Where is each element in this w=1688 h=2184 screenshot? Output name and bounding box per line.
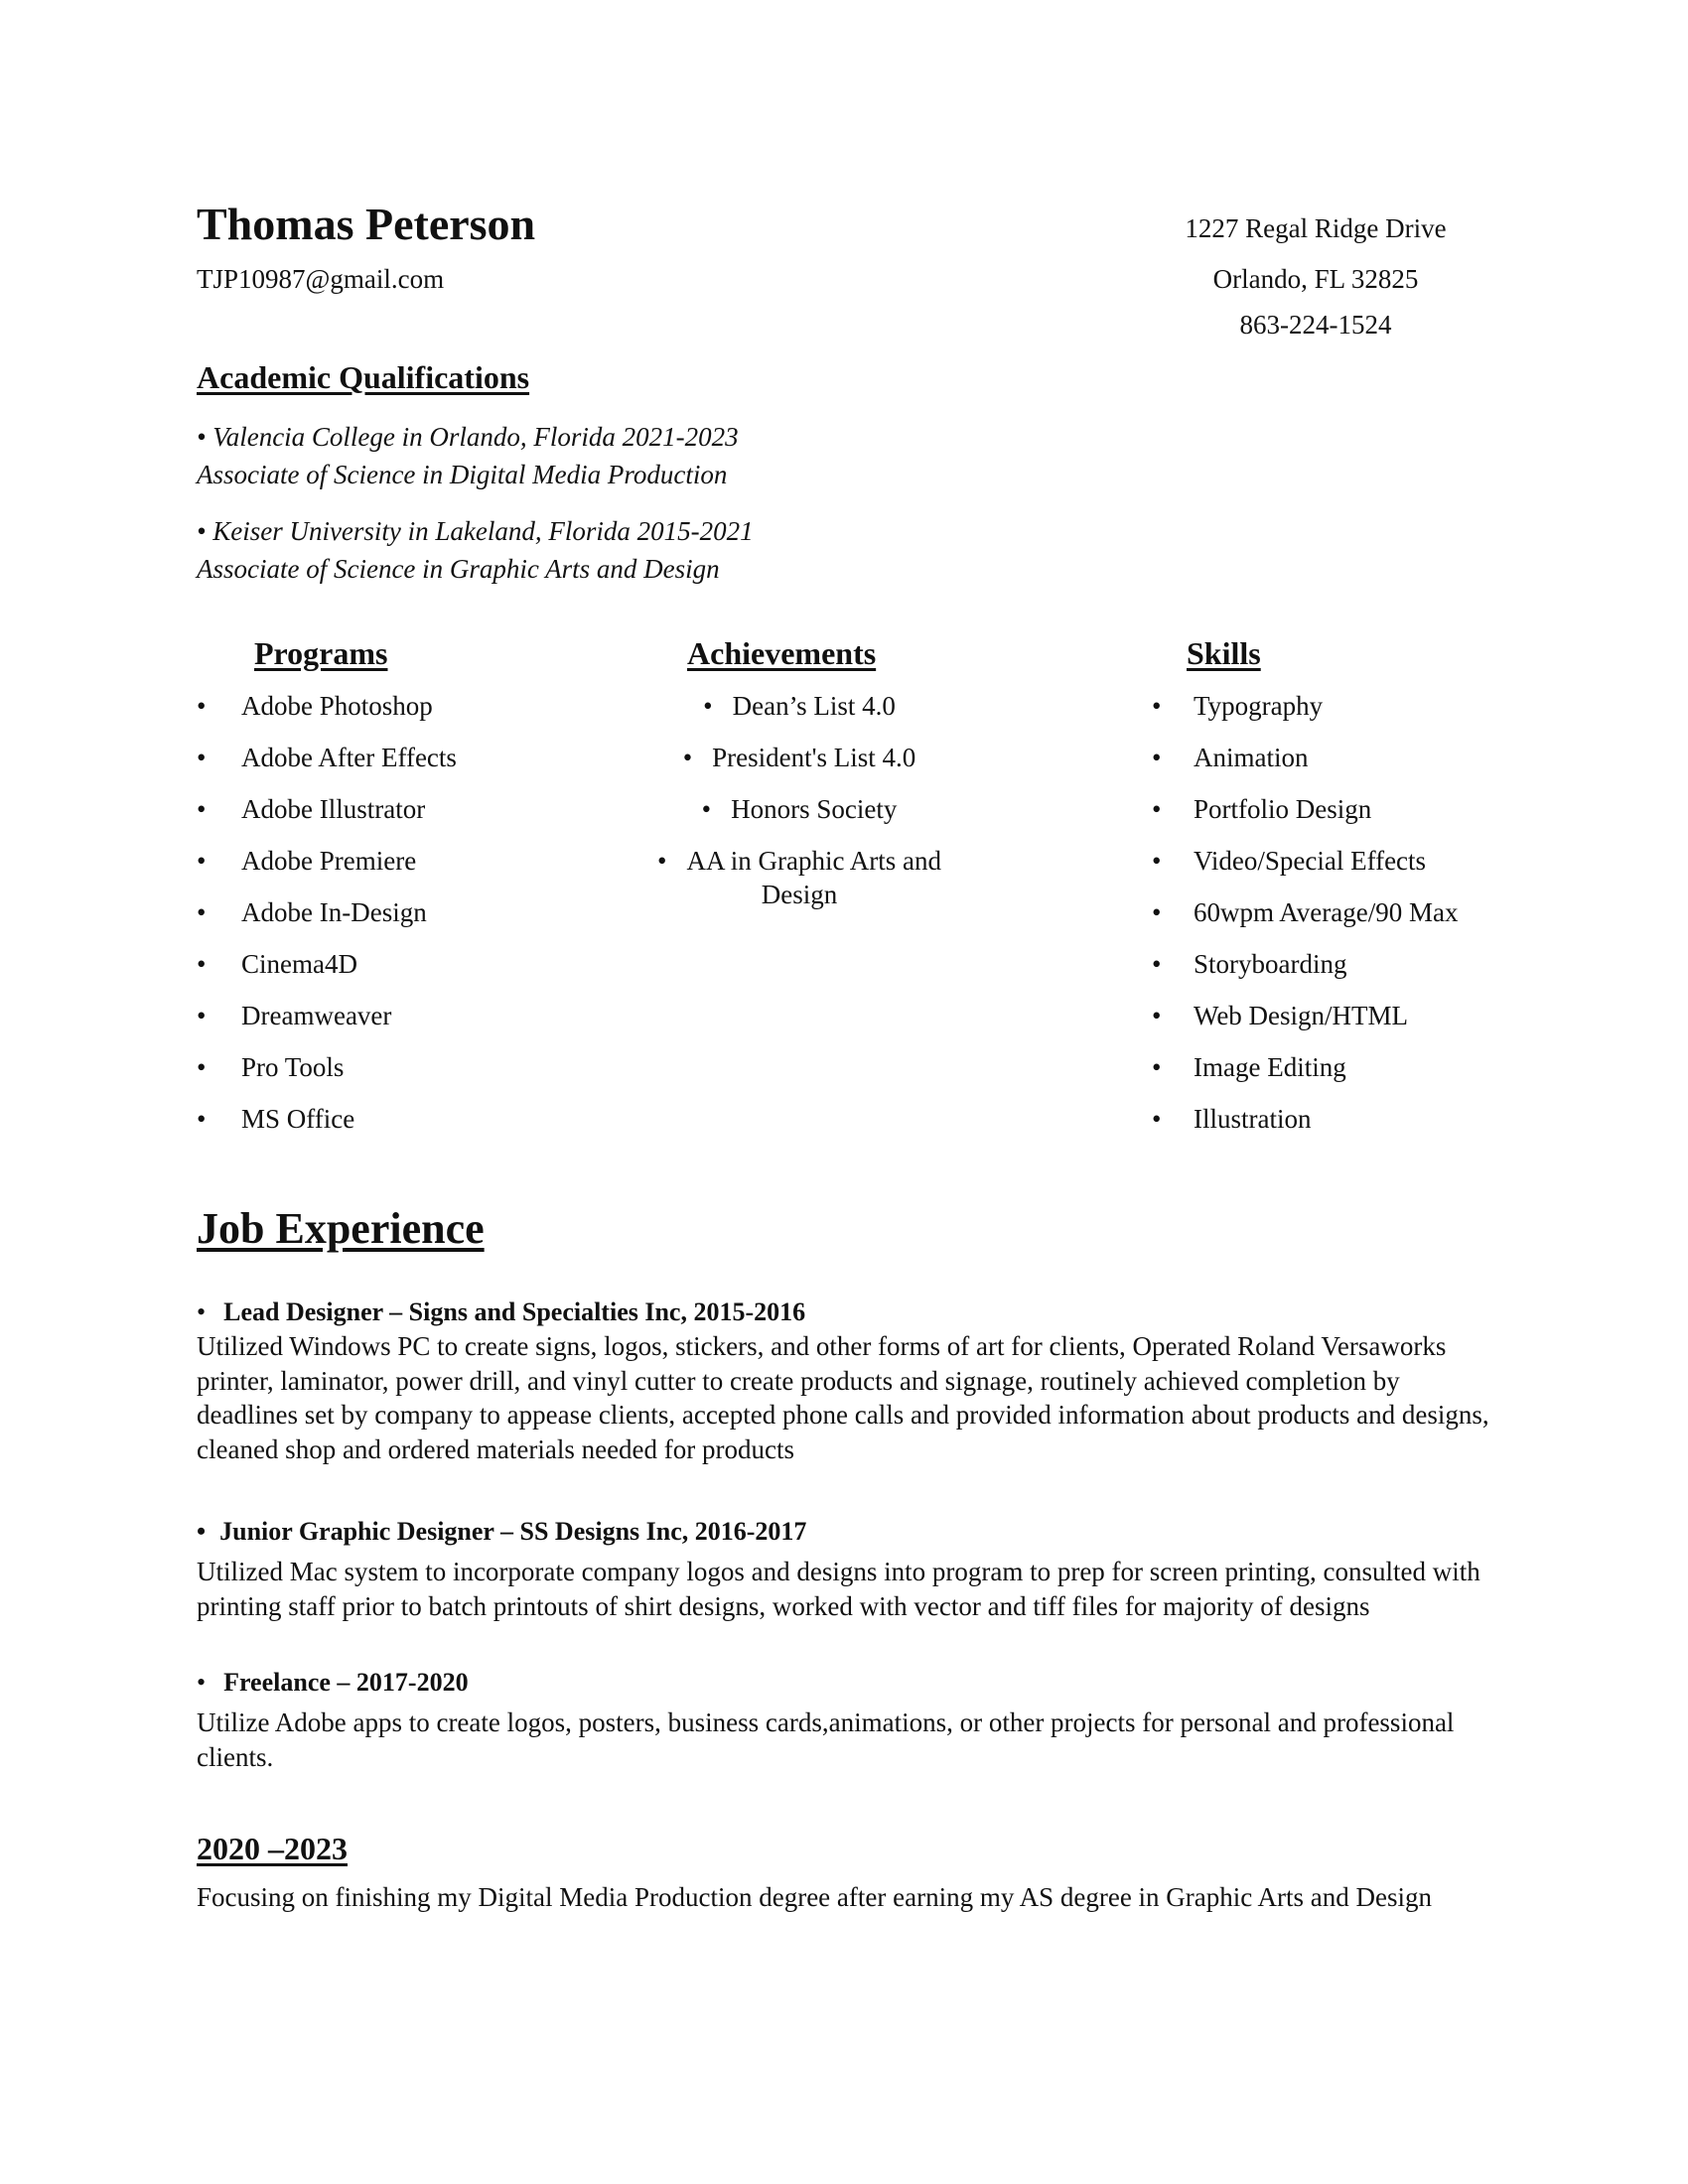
list-item: • Honors Society xyxy=(701,794,898,824)
phone-number: 863-224-1524 xyxy=(1239,310,1392,340)
bullet-icon: • xyxy=(197,1297,207,1326)
list-item: • Adobe In-Design xyxy=(197,897,427,927)
list-item: • Illustration xyxy=(1152,1104,1312,1134)
list-item: • Adobe Photoshop xyxy=(197,691,433,721)
bullet-icon: • xyxy=(197,1052,207,1082)
list-item: • Image Editing xyxy=(1152,1052,1346,1082)
job-description-1: Utilized Windows PC to create signs, logos, stickers, and other forms of art for clients, Operated Roland Versaworks printer, laminator, power drill, and vinyl cutter to create products and signage, routinely achieved completion by deadlines set by company to appease clients, accepted phone calls and provided information about products and designs, cleaned shop and ordered materials needed for products xyxy=(197,1331,1489,1464)
bullet-icon: • xyxy=(197,1517,207,1546)
list-item: • AA in Graphic Arts and xyxy=(657,846,941,876)
skills-heading: Skills xyxy=(1187,635,1261,671)
resume-name: Thomas Peterson xyxy=(197,199,536,249)
bullet-icon: • xyxy=(197,949,207,979)
bullet-icon: • xyxy=(197,1104,207,1134)
list-item: • Adobe After Effects xyxy=(197,743,457,772)
bullet-icon: • xyxy=(1152,794,1162,824)
bullet-icon: • xyxy=(1152,1001,1162,1030)
list-item: • Portfolio Design xyxy=(1152,794,1372,824)
list-item: • Pro Tools xyxy=(197,1052,345,1082)
education-school-2: • Keiser University in Lakeland, Florida 2015-2021 xyxy=(197,516,754,546)
bullet-icon: • xyxy=(1152,897,1162,927)
education-degree-1: Associate of Science in Digital Media Production xyxy=(197,460,728,489)
job-description-2: Utilized Mac system to incorporate company logos and designs into program to prep for screen printing, consulted with printing staff prior to batch printouts of shirt designs, worked with vector and tiff files for majority of designs xyxy=(197,1557,1480,1621)
job-title-3: • Freelance – 2017-2020 xyxy=(197,1668,469,1697)
list-item: • Storyboarding xyxy=(1152,949,1347,979)
achievements-heading: Achievements xyxy=(687,635,877,671)
job-experience-heading: Job Experience xyxy=(197,1204,485,1253)
list-item: • Animation xyxy=(1152,743,1309,772)
bullet-icon: • xyxy=(1152,1052,1162,1082)
recent-heading: 2020 –2023 xyxy=(197,1831,348,1866)
bullet-icon: • xyxy=(1152,743,1162,772)
list-item: • Adobe Premiere xyxy=(197,846,417,876)
list-item: • Dean’s List 4.0 xyxy=(703,691,896,721)
job-description-3: Utilize Adobe apps to create logos, posters, business cards,animations, or other projects for personal and professional clients. xyxy=(197,1707,1455,1772)
list-item: • 60wpm Average/90 Max xyxy=(1152,897,1459,927)
bullet-icon: • xyxy=(197,794,207,824)
bullet-icon: • xyxy=(197,846,207,876)
list-item: • Typography xyxy=(1152,691,1324,721)
bullet-icon: • xyxy=(657,846,667,876)
job-title-2: • Junior Graphic Designer – SS Designs Inc, 2016-2017 xyxy=(197,1517,807,1546)
bullet-icon: • xyxy=(1152,846,1162,876)
bullet-icon: • xyxy=(197,743,207,772)
list-item: • Dreamweaver xyxy=(197,1001,392,1030)
list-item: • MS Office xyxy=(197,1104,355,1134)
bullet-icon: • xyxy=(197,897,207,927)
bullet-icon: • xyxy=(197,1668,207,1697)
bullet-icon: • xyxy=(682,743,693,772)
list-item: • Adobe Illustrator xyxy=(197,794,426,824)
address-line-2: Orlando, FL 32825 xyxy=(1212,264,1419,294)
list-item-continuation: Design xyxy=(761,880,838,909)
programs-heading: Programs xyxy=(254,635,388,671)
education-school-1: • Valencia College in Orlando, Florida 2021-2023 xyxy=(197,422,739,452)
bullet-icon: • xyxy=(197,1001,207,1030)
bullet-icon: • xyxy=(1152,1104,1162,1134)
academic-heading: Academic Qualifications xyxy=(197,359,530,395)
bullet-icon: • xyxy=(197,691,207,721)
education-degree-2: Associate of Science in Graphic Arts and Design xyxy=(197,554,720,584)
bullet-icon: • xyxy=(1152,949,1162,979)
bullet-icon: • xyxy=(701,794,712,824)
bullet-icon: • xyxy=(1152,691,1162,721)
list-item: • Video/Special Effects xyxy=(1152,846,1427,876)
recent-description: Focusing on finishing my Digital Media Production degree after earning my AS degree in Graphic Arts and Design xyxy=(197,1882,1432,1912)
list-item: • Web Design/HTML xyxy=(1152,1001,1409,1030)
job-title-1: • Lead Designer – Signs and Specialties Inc, 2015-2016 xyxy=(197,1297,806,1326)
bullet-icon: • xyxy=(703,691,713,721)
address-line-1: 1227 Regal Ridge Drive xyxy=(1185,213,1447,243)
email-address: TJP10987@gmail.com xyxy=(197,264,445,294)
list-item: • President's List 4.0 xyxy=(682,743,916,772)
list-item: • Cinema4D xyxy=(197,949,357,979)
